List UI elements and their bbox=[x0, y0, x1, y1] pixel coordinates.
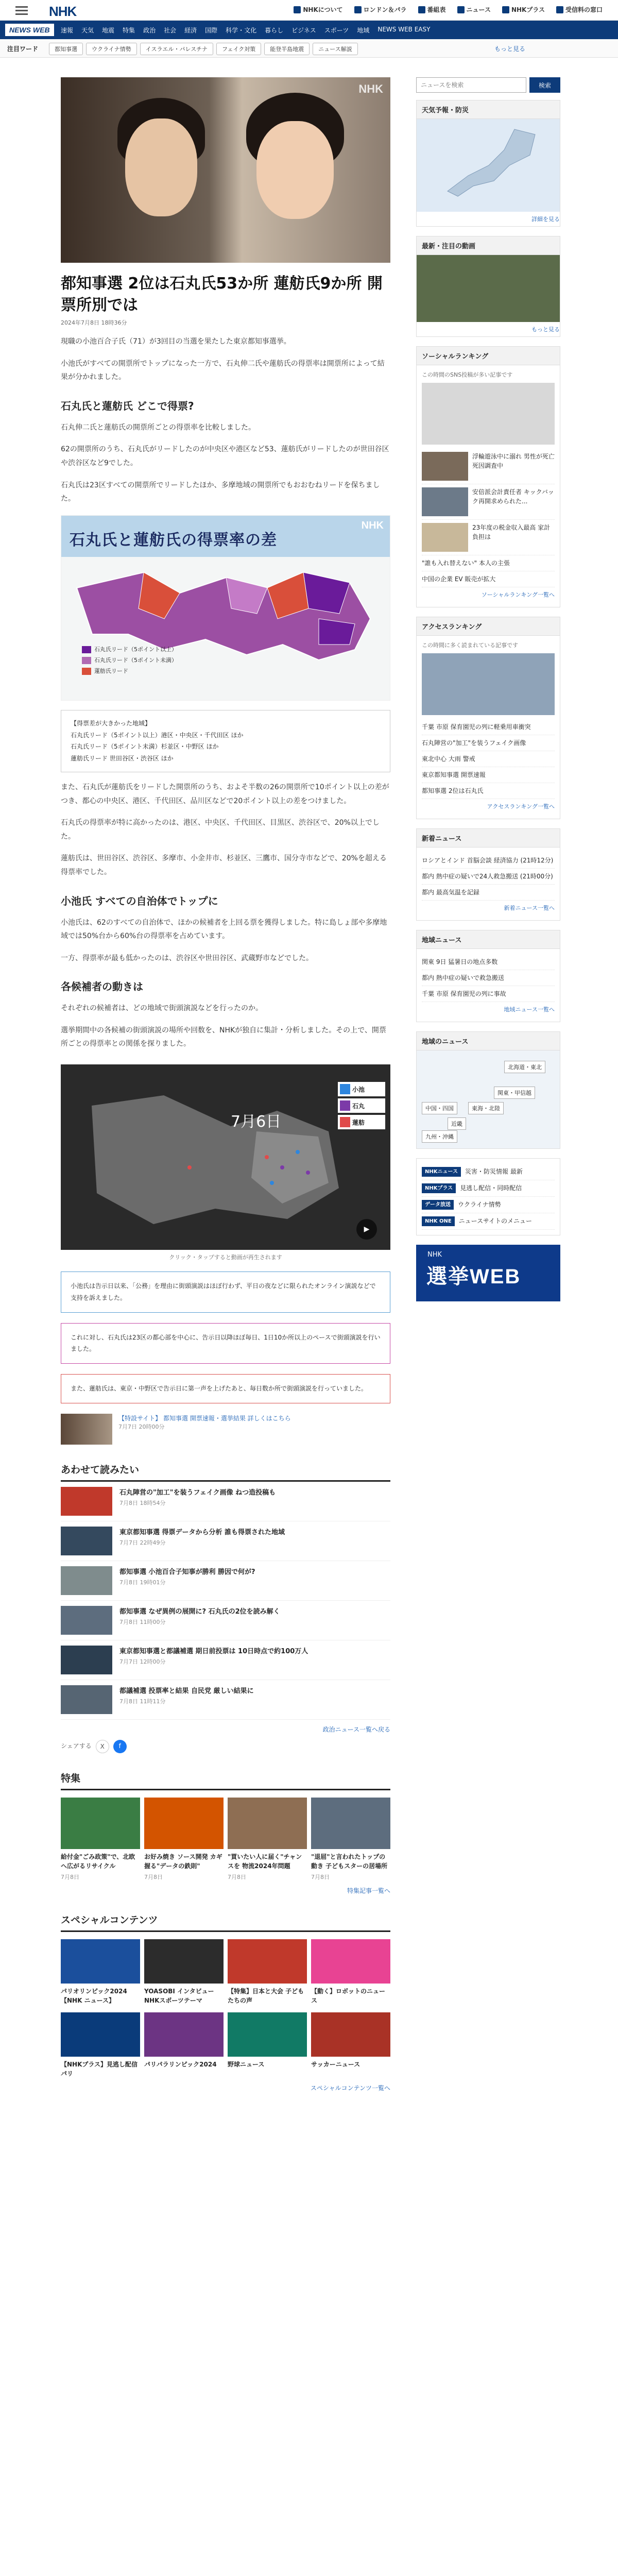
banner-small: NHK bbox=[427, 1251, 442, 1259]
related-thumbnail bbox=[61, 1414, 112, 1445]
region-heading: 地域のニュース bbox=[417, 1032, 560, 1050]
paragraph: 一方、得票率が最も低かったのは、渋谷区や世田谷区、武蔵野市などでした。 bbox=[61, 954, 313, 962]
candidate-box: これに対し、石丸氏は23区の都心部を中心に、告示日以降ほぼ毎日、1日10か所以上のペースで街頭演説を行いました。 bbox=[61, 1323, 390, 1364]
play-icon[interactable]: ▶ bbox=[356, 1219, 377, 1240]
video-caption: クリック・タップすると動画が再生されます bbox=[169, 1254, 282, 1261]
list-item[interactable]: 東京都知事選と都議補選 期日前投票は 10日時点で約100万人 7月7日 12時00分 bbox=[61, 1640, 390, 1680]
news-item[interactable]: 都内 熱中症の疑いで救急搬送 bbox=[422, 970, 555, 986]
paragraph: 選挙期間中の各候補の街頭演説の場所や回数を、NHKが独自に集計・分析しました。その上で、開票所ごとの得票率との関係を探りました。 bbox=[61, 1026, 386, 1048]
list-item[interactable]: 都知事選 小池百合子知事が勝利 勝因で何が? 7月8日 19時01分 bbox=[61, 1561, 390, 1601]
japan-map bbox=[417, 119, 560, 212]
nav-item[interactable]: 天気 bbox=[81, 27, 94, 34]
map-title: 石丸氏と蓮舫氏の得票率の差 bbox=[70, 531, 277, 549]
legend-label: 蓮舫 bbox=[352, 1118, 365, 1126]
menu-icon[interactable] bbox=[15, 4, 28, 15]
note-row: 石丸氏リード（5ポイント未満）杉並区・中野区 ほか bbox=[71, 743, 219, 751]
special-card[interactable]: パリオリンピック2024【NHK ニュース】 bbox=[61, 1939, 140, 2005]
header-link[interactable]: ロンドン＆パラ bbox=[354, 5, 407, 14]
list-item[interactable]: 都議補選 投票率と結果 自民党 厳しい結果に 7月8日 11時11分 bbox=[61, 1680, 390, 1720]
keyword-bar bbox=[0, 39, 618, 58]
paragraph: 小池氏は、62のすべての自治体で、ほかの候補者を上回る票を獲得しました。特に島しょ部や多摩地域では50%台から60%台の得票率を占めています。 bbox=[61, 918, 387, 941]
video-date: 7月6日 bbox=[231, 1113, 282, 1131]
latest-link[interactable]: もっと見る bbox=[531, 326, 560, 333]
special-heading: スペシャルコンテンツ bbox=[61, 1912, 390, 1932]
list-item[interactable]: 都知事選 なぜ異例の展開に? 石丸氏の2位を読み解く 7月8日 11時00分 bbox=[61, 1601, 390, 1640]
keyword-chip[interactable]: イスラエル・パレスチナ bbox=[140, 43, 213, 55]
latest-video-thumb[interactable] bbox=[417, 255, 560, 322]
paragraph: 小池氏がすべての開票所でトップになった一方で、石丸伸二氏や蓮舫氏の得票率は開票所によって結果が分かれました。 bbox=[61, 359, 385, 382]
local-news-box bbox=[416, 930, 560, 1022]
social-note: この時間のSNS投稿が多い記事です bbox=[422, 371, 513, 378]
legend-label: 石丸 bbox=[352, 1102, 365, 1110]
video-legend bbox=[338, 1082, 385, 1131]
region-button[interactable]: 九州・沖縄 bbox=[422, 1130, 457, 1143]
legend-label: 小池 bbox=[352, 1086, 365, 1093]
link-icon bbox=[556, 6, 563, 13]
ranking-item[interactable]: "誰も入れ替えない" 本人の主張 bbox=[422, 555, 555, 571]
weather-link[interactable]: 詳細を見る bbox=[531, 216, 560, 223]
special-card[interactable]: 野球ニュース bbox=[228, 2012, 307, 2078]
top-bar bbox=[0, 0, 618, 21]
weather-map[interactable] bbox=[417, 119, 560, 212]
candidate-box: また、蓮舫氏は、東京・中野区で告示日に第一声を上げたあと、毎日数か所で街頭演説を行っていました。 bbox=[61, 1374, 390, 1403]
special-card[interactable]: YOASOBI インタビュー NHKスポーツテーマ bbox=[144, 1939, 224, 2005]
keyword-chip[interactable]: ウクライナ情勢 bbox=[86, 43, 137, 55]
paragraph: 現職の小池百合子氏（71）が3回目の当選を果たした東京都知事選挙。 bbox=[61, 337, 291, 346]
vote-map-figure bbox=[61, 515, 390, 701]
social-link[interactable]: ソーシャルランキング一覧へ bbox=[481, 591, 555, 598]
latest-video-box bbox=[416, 236, 560, 337]
section-heading: 各候補者の動きは bbox=[61, 980, 143, 993]
region-button[interactable]: 北海道・東北 bbox=[504, 1061, 545, 1073]
nav-item[interactable]: 特集 bbox=[123, 27, 135, 34]
read-together-list bbox=[61, 1482, 390, 1720]
ranking-item[interactable]: 千葉 市原 保育園児の列に軽乗用車衝突 bbox=[422, 719, 555, 735]
header-link[interactable]: NHKプラス bbox=[502, 5, 545, 14]
search-input[interactable] bbox=[416, 77, 526, 93]
service-item[interactable]: NHKニュース 災害・防災情報 最新 bbox=[422, 1164, 555, 1180]
link-icon bbox=[457, 6, 465, 13]
nhk-logo[interactable]: NHK bbox=[49, 4, 77, 19]
ranking-item[interactable]: 23年度の税金収入最高 家計負担は bbox=[422, 520, 555, 555]
link-icon bbox=[294, 6, 301, 13]
new-news-link[interactable]: 新着ニュース一覧へ bbox=[504, 905, 555, 911]
keyword-chip[interactable]: 都知事選 bbox=[49, 43, 83, 55]
nav-item[interactable]: 地震 bbox=[102, 27, 115, 34]
weather-box bbox=[416, 100, 560, 227]
nav-item[interactable]: 国際 bbox=[205, 27, 218, 34]
feature-card[interactable]: "退屈"と言われたトップの動き 子どもスターの居場所 7月8日 bbox=[311, 1798, 390, 1881]
special-card[interactable]: サッカーニュース bbox=[311, 2012, 390, 2078]
article-main bbox=[61, 77, 390, 2092]
tokyo-map bbox=[61, 557, 390, 701]
nav-item[interactable]: 経済 bbox=[184, 27, 197, 34]
special-card[interactable]: 【NHKプラス】見逃し配信 パリ bbox=[61, 2012, 140, 2078]
new-news-box bbox=[416, 828, 560, 921]
region-button[interactable]: 近畿 bbox=[448, 1117, 466, 1130]
news-item[interactable]: 都内 熱中症の疑いで24人救急搬送 (21時00分) bbox=[422, 869, 555, 885]
ranking-item[interactable]: 東京都知事選 開票速報 bbox=[422, 767, 555, 783]
keyword-more-link[interactable]: もっと見る bbox=[494, 45, 525, 53]
related-link[interactable] bbox=[61, 1414, 390, 1445]
keyword-chip[interactable]: フェイク対策 bbox=[216, 43, 261, 55]
article-date: 2024年7月8日 18時36分 bbox=[61, 319, 127, 326]
keyword-chip[interactable]: ニュース解説 bbox=[313, 43, 357, 55]
services-box bbox=[416, 1158, 560, 1235]
special-grid bbox=[61, 1939, 390, 2078]
sidebar bbox=[416, 77, 560, 1311]
new-news-heading: 新着ニュース bbox=[417, 829, 560, 848]
nav-item[interactable]: 政治 bbox=[143, 27, 156, 34]
ranking-item[interactable]: 安倍派会計責任者 キックバック再開求められた... bbox=[422, 484, 555, 520]
related-text[interactable]: 都知事選 開票速報・選挙結果 詳しくはこちら bbox=[163, 1415, 291, 1422]
nav-item[interactable]: 科学・文化 bbox=[226, 27, 257, 34]
link-icon bbox=[502, 6, 509, 13]
paragraph: 石丸氏の得票率が特に高かったのは、港区、中央区、千代田区、目黒区、渋谷区で、20%以上でした。 bbox=[61, 819, 380, 841]
header-link[interactable]: NHKについて bbox=[294, 5, 342, 14]
nav-item[interactable]: 社会 bbox=[164, 27, 177, 34]
service-item[interactable]: NHKプラス 見逃し配信・同時配信 bbox=[422, 1180, 555, 1197]
header-links bbox=[294, 5, 603, 14]
keyword-label: 注目ワード bbox=[7, 45, 39, 53]
more-link[interactable]: 政治ニュース一覧へ戻る bbox=[322, 1726, 390, 1734]
map-watermark: NHK bbox=[361, 519, 384, 531]
paragraph: それぞれの候補者は、どの地域で街頭演説などを行ったのか。 bbox=[61, 1004, 263, 1013]
region-button[interactable]: 中国・四国 bbox=[422, 1102, 457, 1114]
local-link[interactable]: 地域ニュース一覧へ bbox=[504, 1006, 555, 1013]
service-item[interactable]: NHK ONE ニュースサイトのメニュー bbox=[422, 1213, 555, 1230]
nav-item[interactable]: NEWS WEB EASY bbox=[377, 26, 431, 33]
section-heading: 小池氏 すべての自治体でトップに bbox=[61, 894, 218, 907]
news-web-brand[interactable]: NEWS WEB bbox=[5, 24, 54, 36]
hero-image bbox=[61, 77, 390, 263]
header-link[interactable]: 受信料の窓口 bbox=[556, 5, 603, 14]
article-body bbox=[61, 335, 390, 1445]
features-grid bbox=[61, 1798, 390, 1881]
nhk-watermark: NHK bbox=[358, 82, 383, 95]
feature-card[interactable]: お好み焼き ソース開発 カギ握る"データの鉄則" 7月8日 bbox=[144, 1798, 224, 1881]
social-top-image[interactable] bbox=[422, 383, 555, 445]
region-button[interactable]: 関東・甲信越 bbox=[494, 1087, 535, 1099]
section-heading: 石丸氏と蓮舫氏 どこで得票? bbox=[61, 399, 194, 412]
banner-title: 選挙WEB bbox=[426, 1265, 521, 1288]
map-legend bbox=[82, 645, 177, 677]
link-icon bbox=[354, 6, 362, 13]
legend-label: 石丸氏リード（5ポイント未満） bbox=[94, 656, 177, 664]
read-together-heading: あわせて読みたい bbox=[61, 1462, 390, 1482]
ranking-item[interactable]: 東北中心 大雨 警戒 bbox=[422, 751, 555, 767]
more-link[interactable]: 特集記事一覧へ bbox=[347, 1887, 390, 1895]
ranking-item[interactable]: 石丸陣営の"加工"を装うフェイク画像 bbox=[422, 735, 555, 751]
legend-label: 石丸氏リード（5ポイント以上） bbox=[94, 646, 177, 653]
ranking-item[interactable]: 中国の企業 EV 販売が拡大 bbox=[422, 571, 555, 587]
election-web-banner[interactable] bbox=[416, 1245, 560, 1301]
x-share-icon[interactable]: X bbox=[96, 1740, 109, 1753]
paragraph: 62の開票所のうち、石丸氏がリードしたのが中央区や港区など53、蓮舫氏がリードしたのが世田谷区や渋谷区など9でした。 bbox=[61, 445, 389, 467]
share-bar bbox=[61, 1740, 390, 1753]
nav-item[interactable]: 暮らし bbox=[265, 27, 284, 34]
ranking-item[interactable]: 浮輪遊泳中に溺れ 男性が死亡 死因調査中 bbox=[422, 449, 555, 484]
list-item[interactable]: 東京都知事選 得票データから分析 誰も得票された地域 7月7日 22時49分 bbox=[61, 1521, 390, 1561]
social-heading: ソーシャルランキング bbox=[417, 347, 560, 365]
feature-card[interactable]: 給付金"ごみ政策"で、北欧へ広がるリサイクル 7月8日 bbox=[61, 1798, 140, 1881]
news-item[interactable]: 千葉 市原 保育園児の列に事故 bbox=[422, 986, 555, 1002]
header-link[interactable]: ニュース bbox=[457, 5, 491, 14]
region-note-box bbox=[61, 710, 390, 772]
related-date: 7月7日 20時00分 bbox=[118, 1423, 165, 1431]
news-item[interactable]: ロシアとインド 首脳会談 経済協力 (21時12分) bbox=[422, 853, 555, 869]
weather-heading: 天気予報・防災 bbox=[417, 100, 560, 119]
latest-heading: 最新・注目の動画 bbox=[417, 236, 560, 255]
header-link[interactable]: 番組表 bbox=[418, 5, 446, 14]
nav-item[interactable]: スポーツ bbox=[324, 27, 349, 34]
campaign-video[interactable] bbox=[61, 1064, 390, 1250]
paragraph: また、石丸氏が蓮舫氏をリードした開票所のうち、およそ半数の26の開票所で10ポイント以上の差がつき、都心の中央区、港区、千代田区、品川区などで20ポイント以上の差をつけました。 bbox=[61, 783, 389, 805]
special-card[interactable]: パリパラリンピック2024 bbox=[144, 2012, 224, 2078]
nav-item[interactable]: 地域 bbox=[357, 27, 370, 34]
region-map-box bbox=[416, 1031, 560, 1149]
special-card[interactable]: 【動く】ロボットのニュース bbox=[311, 1939, 390, 2005]
feature-card[interactable]: "買いたい人に届く"チャンスを 物流2024年問題 7月8日 bbox=[228, 1798, 307, 1881]
search-form bbox=[416, 77, 560, 93]
more-link[interactable]: スペシャルコンテンツ一覧へ bbox=[310, 2084, 390, 2092]
link-icon bbox=[418, 6, 425, 13]
main-nav bbox=[0, 21, 618, 39]
news-item[interactable]: 都内 最高気温を記録 bbox=[422, 885, 555, 901]
keyword-chip[interactable]: 能登半島地震 bbox=[264, 43, 310, 55]
special-card[interactable]: 【特集】日本と大会 子どもたちの声 bbox=[228, 1939, 307, 2005]
region-button[interactable]: 東海・北陸 bbox=[468, 1102, 504, 1114]
list-item[interactable]: 石丸陣営の"加工"を装うフェイク画像 ねつ造投稿も 7月8日 18時54分 bbox=[61, 1482, 390, 1521]
ranking-item[interactable]: 都知事選 2位は石丸氏 bbox=[422, 783, 555, 799]
note-row: 石丸氏リード（5ポイント以上）港区・中央区・千代田区 ほか bbox=[71, 731, 244, 739]
features-heading: 特集 bbox=[61, 1771, 390, 1790]
paragraph: 蓮舫氏は、世田谷区、渋谷区、多摩市、小金井市、杉並区、三鷹市、国分寺市などで、20%を超える得票率でした。 bbox=[61, 854, 387, 876]
paragraph: 石丸氏は23区すべての開票所でリードしたほか、多摩地域の開票所でもおおむねリードを保ちました。 bbox=[61, 481, 380, 503]
access-top-image[interactable] bbox=[422, 653, 555, 715]
news-item[interactable]: 関東 9日 猛暑日の地点多数 bbox=[422, 954, 555, 970]
service-item[interactable]: データ放送 ウクライナ情勢 bbox=[422, 1197, 555, 1213]
paragraph: 石丸伸二氏と蓮舫氏の開票所ごとの得票率を比較しました。 bbox=[61, 423, 255, 432]
access-ranking-box bbox=[416, 617, 560, 819]
facebook-share-icon[interactable]: f bbox=[113, 1740, 127, 1753]
note-row: 蓮舫氏リード 世田谷区・渋谷区 ほか bbox=[71, 755, 174, 762]
nav-item[interactable]: ビジネス bbox=[291, 27, 316, 34]
nav-item[interactable]: 速報 bbox=[61, 27, 74, 34]
related-label[interactable]: 【特設サイト】 bbox=[118, 1415, 162, 1422]
share-label: シェアする bbox=[61, 1742, 92, 1750]
note-title: 【得票差が大きかった地域】 bbox=[71, 719, 151, 727]
access-note: この時間に多く読まれている記事です bbox=[422, 642, 518, 649]
social-ranking-box bbox=[416, 346, 560, 607]
local-heading: 地域ニュース bbox=[417, 930, 560, 949]
article-title: 都知事選 2位は石丸氏53か所 蓮舫氏9か所 開票所別では bbox=[61, 275, 383, 314]
search-button[interactable]: 検索 bbox=[529, 77, 560, 93]
candidate-box: 小池氏は告示日以来、「公務」を理由に街頭演説はほぼ行わず、平日の夜などに限られたオンライン演説などで支持を訴えました。 bbox=[61, 1272, 390, 1313]
access-heading: アクセスランキング bbox=[417, 617, 560, 636]
legend-label: 蓮舫氏リード bbox=[94, 667, 128, 674]
access-link[interactable]: アクセスランキング一覧へ bbox=[487, 803, 555, 810]
